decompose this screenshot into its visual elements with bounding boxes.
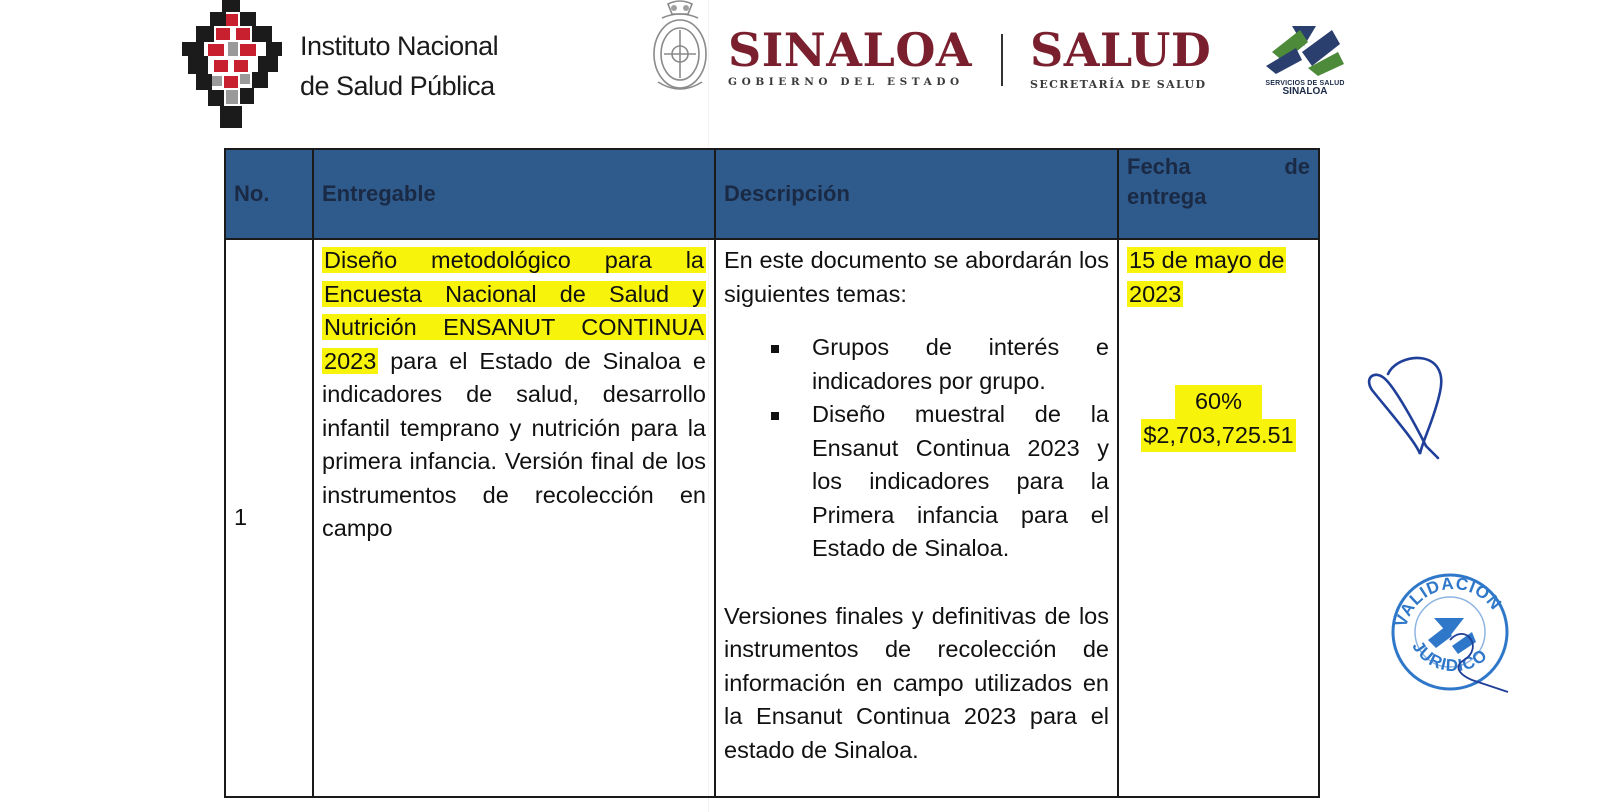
payment-percentage: 60% [1175,385,1262,419]
salud-subtitle: SECRETARÍA DE SALUD [1030,78,1207,91]
header-fecha [1118,149,1319,239]
deliverables-table [224,148,1320,798]
list-item: Diseño muestral de la Ensanut Continua 2023 y los indicadores para la Primera infancia para el Estado de Sinaloa. [812,398,1109,566]
validation-stamp [1388,562,1518,702]
header-fecha-word2: de [1284,154,1310,179]
entregable-cell [313,239,715,797]
entregable-text: para el Estado de Sinaloa e indicadores de salud, desarrollo infantil temprano y nutrición para la primera infancia. Versión final de los instrumentos de recolección en campo [322,347,706,541]
fecha-cell [1118,239,1319,797]
header-fecha-word3: entrega [1127,184,1207,209]
payment-amount: $2,703,725.51 [1141,419,1295,453]
list-item: Grupos de interés e indicadores por grupo. [812,331,1109,398]
ssa-text-line1: SERVICIOS DE SALUD [1265,80,1345,87]
row-number: 1 [225,239,313,797]
signature-mark [1358,350,1468,465]
salud-logo [1030,23,1230,91]
header-entregable: Entregable [313,149,715,239]
stamp-top-text: VALIDACION [1391,573,1506,630]
delivery-date: 15 de mayo de 2023 [1129,247,1285,307]
header-no: No. [225,149,313,239]
svg-text:JURIDICO [1408,638,1491,676]
descripcion-versiones: Versiones finales y definitivas de los instrumentos de recolección de información en campo utilizados en la Ensanut Continua 2023 para el estado de Sinaloa. [724,602,1109,763]
payment-info [1127,385,1310,452]
ssa-logo-icon [1262,22,1346,78]
table-row [225,239,1319,797]
descripcion-intro: En este documento se abordarán los siguientes temas: [724,247,1109,307]
salud-title: SALUD [1030,23,1212,77]
sinaloa-logo [728,23,983,88]
logo-divider [1001,34,1003,86]
descripcion-topic-list [724,331,1109,566]
ssa-text-line2: SINALOA [1282,86,1328,97]
state-seal-icon [648,0,712,98]
stamp-bottom-text: JURIDICO [1408,637,1492,676]
ssa-logo-text [1240,80,1370,97]
insp-logo-icon [182,0,282,130]
insp-name-line1: Instituto Nacional [300,31,499,61]
sinaloa-subtitle: GOBIERNO DEL ESTADO [728,76,964,88]
table-header-row [225,149,1319,239]
sinaloa-title: SINALOA [728,23,973,77]
descripcion-cell [715,239,1118,797]
insp-name-line2: de Salud Pública [300,71,495,101]
header-descripcion: Descripción [715,149,1118,239]
entregable-highlighted-text: Diseño metodológico para la Encuesta Nacional de Salud y Nutrición ENSANUT CONTINUA 2023 [324,247,704,374]
insp-name [300,26,498,106]
header-fecha-word1: Fecha [1127,154,1191,179]
